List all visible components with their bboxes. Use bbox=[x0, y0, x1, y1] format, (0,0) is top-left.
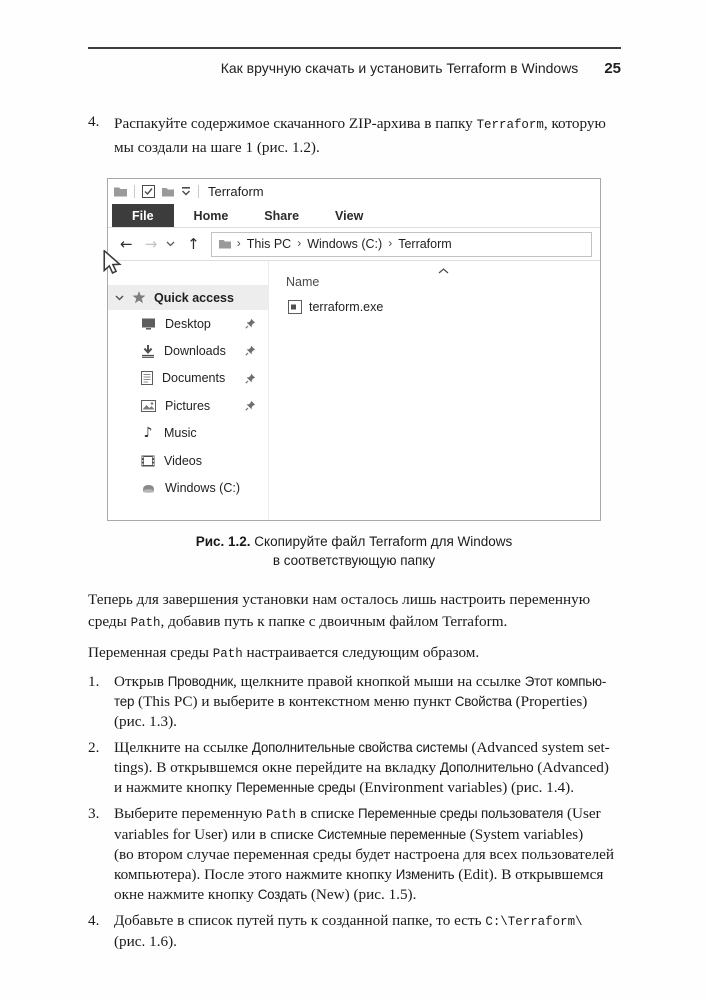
numbered-steps bbox=[88, 672, 640, 952]
sidebar-item-music[interactable] bbox=[108, 420, 268, 447]
breadcrumb-chevron-icon: › bbox=[236, 236, 241, 250]
download-icon bbox=[141, 345, 155, 358]
breadcrumb-terraform[interactable]: Terraform bbox=[398, 237, 452, 251]
titlebar-separator bbox=[198, 185, 199, 198]
paragraph-path-setup: Теперь для завершения установки нам осталось лишь настроить переменную среды Path, добавив путь к папке с двоичным файлом Terraform. bbox=[88, 591, 591, 630]
sidebar-item-label: Music bbox=[164, 426, 197, 441]
running-header bbox=[88, 60, 621, 77]
address-bar[interactable] bbox=[211, 232, 592, 257]
ribbon-tabs bbox=[108, 204, 600, 228]
pictures-icon bbox=[141, 400, 156, 412]
breadcrumb-chevron-icon: › bbox=[297, 236, 302, 250]
pin-icon bbox=[245, 400, 256, 411]
step-text: Добавьте в список путей путь к созданной папке, то есть C:\Terraform\ (рис. 1.6). bbox=[114, 912, 583, 951]
sidebar-item-label: Documents bbox=[162, 371, 226, 386]
tab-file[interactable]: File bbox=[112, 204, 174, 227]
tab-home[interactable]: Home bbox=[193, 208, 229, 223]
file-list-pane bbox=[269, 261, 600, 520]
drive-icon bbox=[141, 483, 156, 494]
forward-icon[interactable]: → bbox=[144, 234, 158, 253]
qat-dropdown-icon[interactable] bbox=[181, 187, 191, 196]
file-row-terraform-exe[interactable] bbox=[288, 300, 383, 314]
exe-file-icon bbox=[288, 300, 302, 314]
pin-icon bbox=[245, 373, 256, 384]
step-number: 4. bbox=[88, 113, 100, 130]
chapter-title: Как вручную скачать и установить Terraform в Windows bbox=[220, 60, 579, 76]
breadcrumb-chevron-icon: › bbox=[388, 236, 393, 250]
sidebar-item-label: Desktop bbox=[165, 316, 211, 331]
window-title: Terraform bbox=[208, 184, 264, 199]
figure-caption: Рис. 1.2. Скопируйте файл Terraform для Windows в соответствующую папку bbox=[195, 534, 513, 568]
step-unpack bbox=[88, 113, 633, 158]
folder-icon bbox=[219, 239, 231, 249]
step-text: Щелкните на ссылке Дополнительные свойства системы (Advanced system set- tings). В открывшемся окне перейдите на вкладку Дополнительно (Advanced) и нажмите кнопку Переменные среды (Environment variables) (рис. 1.4). bbox=[114, 739, 610, 797]
sidebar-item-videos[interactable] bbox=[108, 447, 268, 474]
checkbox-icon[interactable] bbox=[142, 185, 155, 198]
desktop-icon bbox=[141, 318, 156, 330]
tab-view[interactable]: View bbox=[335, 208, 364, 223]
step-2 bbox=[88, 738, 640, 798]
sidebar-item-windows-c[interactable] bbox=[108, 474, 268, 501]
file-explorer-window bbox=[107, 178, 601, 521]
step-text: Выберите переменную Path в списке Переменные среды пользователя (User variables for User) или в списке Системные переменные (System variables) (во втором случае переменная среды будет настроена для всех пользователей компьютера). После этого нажмите кнопку Изменить (Edit). В открывшемся окне нажмите кнопку Создать (New) (рис. 1.5). bbox=[114, 805, 615, 904]
sidebar-item-desktop[interactable] bbox=[108, 310, 268, 337]
step-number: 3. bbox=[88, 805, 100, 823]
step-number: 2. bbox=[88, 739, 100, 757]
explorer-titlebar bbox=[108, 179, 600, 204]
back-icon[interactable]: ← bbox=[120, 234, 133, 253]
tab-share[interactable]: Share bbox=[264, 208, 300, 223]
sidebar-item-label: Downloads bbox=[164, 344, 226, 359]
titlebar-separator bbox=[134, 185, 135, 198]
paragraph-path-howto: Переменная среды Path настраивается следующим образом. bbox=[88, 643, 480, 661]
sidebar-item-quick-access[interactable] bbox=[108, 285, 268, 310]
header-rule bbox=[88, 47, 621, 49]
explorer-main bbox=[108, 261, 600, 520]
folder-icon bbox=[114, 186, 127, 197]
music-icon: ♪ bbox=[143, 425, 153, 442]
step-number: 4. bbox=[88, 912, 100, 930]
navigation-pane bbox=[108, 261, 269, 520]
breadcrumb-this-pc[interactable]: This PC bbox=[246, 237, 292, 251]
file-name: terraform.exe bbox=[309, 300, 384, 314]
sidebar-item-label: Windows (C:) bbox=[165, 481, 241, 496]
chevron-down-icon[interactable] bbox=[115, 295, 124, 301]
step-1 bbox=[88, 672, 640, 732]
navigation-bar bbox=[108, 228, 600, 261]
sidebar-item-documents[interactable] bbox=[108, 365, 268, 392]
page-number: 25 bbox=[604, 60, 621, 77]
pin-icon bbox=[245, 345, 256, 356]
folder-small-icon bbox=[162, 187, 174, 197]
videos-icon bbox=[141, 455, 155, 467]
up-icon[interactable]: ↑ bbox=[187, 234, 200, 253]
step-3 bbox=[88, 804, 640, 905]
sort-ascending-icon[interactable] bbox=[438, 268, 449, 274]
quick-access-star-icon bbox=[132, 291, 146, 305]
step-number: 1. bbox=[88, 673, 100, 691]
step-text: Распакуйте содержимое скачанного ZIP-архива в папку Terraform, которую мы создали на шаге 1 (рис. 1.2). bbox=[114, 115, 606, 156]
sidebar-item-downloads[interactable] bbox=[108, 337, 268, 364]
step-4 bbox=[88, 911, 640, 952]
pin-icon bbox=[245, 318, 256, 329]
breadcrumb-windows-c[interactable]: Windows (C:) bbox=[307, 237, 383, 251]
sidebar-item-label: Videos bbox=[164, 453, 202, 468]
recent-locations-icon[interactable] bbox=[166, 241, 175, 247]
sidebar-item-pictures[interactable] bbox=[108, 392, 268, 419]
document-icon bbox=[141, 371, 153, 385]
sidebar-item-label: Pictures bbox=[165, 398, 211, 413]
body-text bbox=[88, 589, 640, 952]
step-text: Открыв Проводник, щелкните правой кнопкой мыши на ссылке Этот компью- тер (This PC) и выберите в контекстном меню пункт Свойства (Properties) (рис. 1.3). bbox=[114, 673, 607, 731]
mouse-cursor-icon bbox=[102, 250, 122, 274]
sidebar-item-label: Quick access bbox=[154, 290, 234, 305]
column-header-name[interactable]: Name bbox=[286, 275, 320, 289]
